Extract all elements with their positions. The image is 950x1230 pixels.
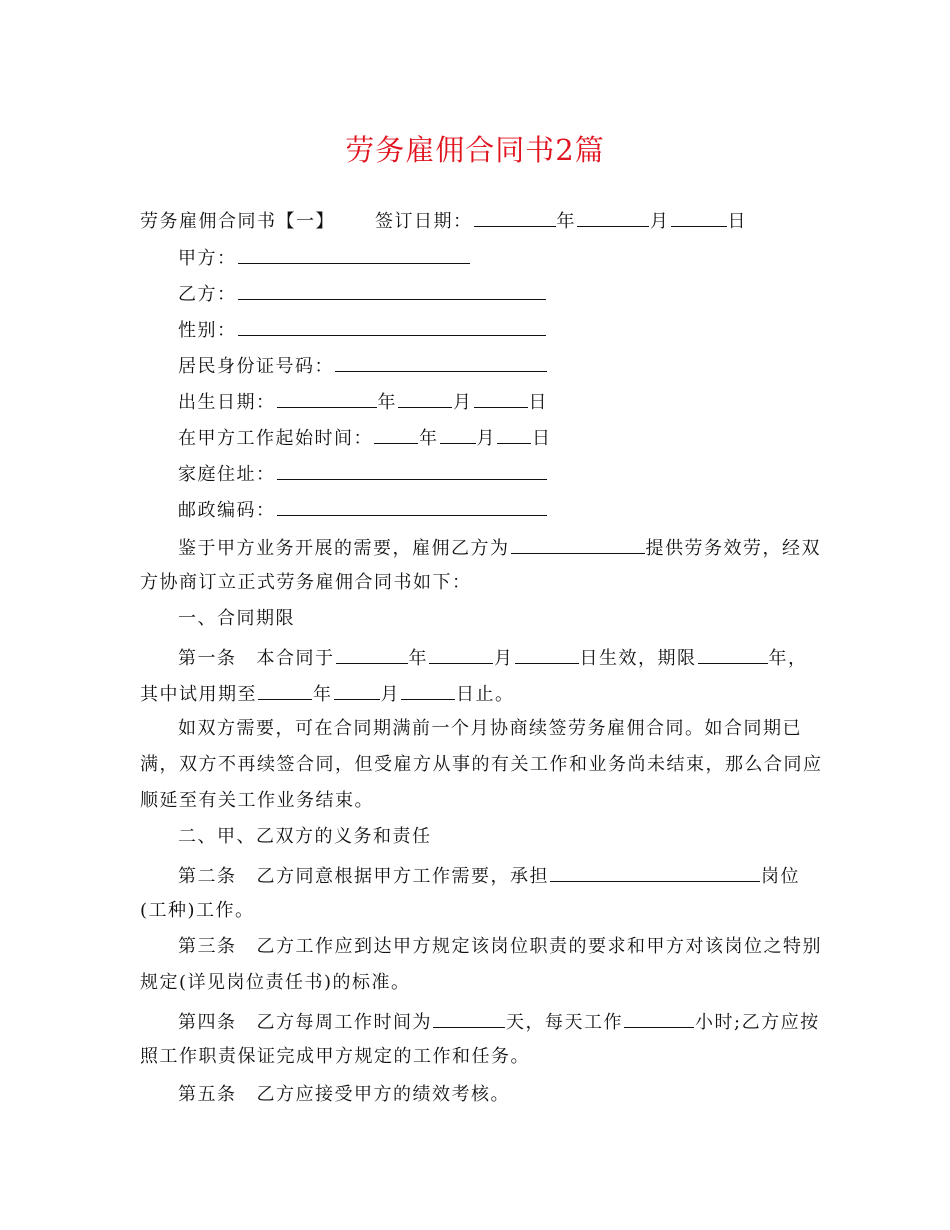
postcode-line [178,497,548,523]
intro-text-a: 鉴于甲方业务开展的需要，雇佣乙方为 [178,538,510,559]
month-label: 月 [453,392,473,413]
year-label: 年 [313,684,333,705]
article-3-line-2: 规定(详见岗位责任书)的标准。 [140,972,411,993]
sign-date-label: 签订日期： [375,211,473,232]
postcode-label: 邮政编码： [178,500,276,521]
birth-date-label: 出生日期： [178,392,276,413]
sign-day-blank [671,208,727,227]
month-label: 月 [380,684,400,705]
effective-month-blank [429,645,493,664]
intro-line-1 [178,535,821,561]
postcode-blank [277,497,547,516]
article-4-text-c: 小时;乙方应按 [695,1012,820,1033]
article-4-text-a: 乙方每周工作时间为 [256,1012,432,1033]
year-label: 年 [556,211,576,232]
article-4-label: 第四条 [178,1012,237,1033]
article-4-line-2: 照工作职责保证完成甲方规定的工作和任务。 [140,1046,530,1067]
party-a-blank [238,245,470,264]
address-blank [277,461,547,480]
effective-day-blank [515,645,579,664]
article-5-label: 第五条 [178,1084,237,1105]
article-5-line-1 [178,1083,510,1107]
article-1-label: 第一条 [178,648,237,669]
contract-heading-line [140,208,747,234]
gender-line [178,317,547,343]
article-1-text-d: 其中试用期至 [140,684,257,705]
start-month-blank [440,425,476,444]
contract-heading: 劳务雇佣合同书【一】 [140,211,335,232]
hours-blank [624,1009,694,1028]
section-2-heading: 二、甲、乙双方的义务和责任 [178,826,432,847]
id-number-blank [335,353,547,372]
article-5-text-a: 乙方应接受甲方的绩效考核。 [256,1084,510,1105]
article-1-text-b: 日生效，期限 [579,648,697,669]
intro-line-2 [140,571,472,595]
gender-blank [238,317,546,336]
month-label: 月 [650,211,670,232]
sign-year-blank [474,208,556,227]
party-b-blank [238,281,546,300]
gender-label: 性别： [178,320,237,341]
probation-day-blank [401,681,455,700]
start-year-blank [374,425,418,444]
position-blank [550,863,760,882]
year-label: 年 [419,428,439,449]
address-label: 家庭住址： [178,464,276,485]
article-1-text-a: 本合同于 [256,648,335,669]
article-1-line-1 [178,645,808,671]
month-label: 月 [476,428,496,449]
day-label: 日 [528,392,548,413]
day-label: 日 [727,211,747,232]
day-label: 日 [532,428,552,449]
article-2-line-1 [178,863,800,889]
sign-month-blank [577,208,649,227]
article-3-line-1 [178,935,822,959]
party-b-line [178,281,547,307]
birth-month-blank [398,389,452,408]
start-day-blank [497,425,531,444]
effective-year-blank [336,645,408,664]
article-3-text-a: 乙方工作应到达甲方规定该岗位职责的要求和甲方对该岗位之特别 [256,936,822,957]
service-blank [511,535,645,554]
renewal-line-3: 顺延至有关工作业务结束。 [140,790,374,811]
id-number-line [178,353,548,379]
party-b-label: 乙方： [178,284,237,305]
term-years-blank [698,645,768,664]
article-4-line-1 [178,1009,820,1035]
birth-year-blank [277,389,377,408]
intro-text-b: 提供劳务效劳，经双 [645,538,821,559]
section-1-heading: 一、合同期限 [178,608,295,629]
renewal-line-1: 如双方需要，可在合同期满前一个月协商续签劳务雇佣合同。如合同期已 [178,718,802,739]
article-1-text-e: 日止。 [456,684,515,705]
article-2-text-b: 岗位 [761,866,800,887]
document-title: 劳务雇佣合同书2篇 [345,133,605,167]
id-number-label: 居民身份证号码： [178,356,334,377]
intro-text-c: 方协商订立正式劳务雇佣合同书如下： [140,572,472,593]
article-4-text-b: 天，每天工作 [506,1012,623,1033]
article-1-text-c: 年， [768,648,808,669]
party-a-line [178,245,471,271]
article-3-label: 第三条 [178,936,237,957]
renewal-line-2: 满，双方不再续签合同，但受雇方从事的有关工作和业务尚未结束，那么合同应 [140,754,823,775]
month-label: 月 [494,648,514,669]
birth-date-line [178,389,548,415]
year-label: 年 [408,648,428,669]
article-1-line-2 [140,681,515,707]
article-2-text-a: 乙方同意根据甲方工作需要，承担 [256,866,549,887]
article-2-line-2: (工种)工作。 [140,900,255,921]
party-a-label: 甲方： [178,248,237,269]
address-line [178,461,548,487]
start-time-line [178,425,552,451]
article-2-label: 第二条 [178,866,237,887]
birth-day-blank [474,389,528,408]
probation-month-blank [334,681,380,700]
start-time-label: 在甲方工作起始时间： [178,428,373,449]
year-label: 年 [377,392,397,413]
probation-year-blank [258,681,312,700]
days-blank [433,1009,505,1028]
